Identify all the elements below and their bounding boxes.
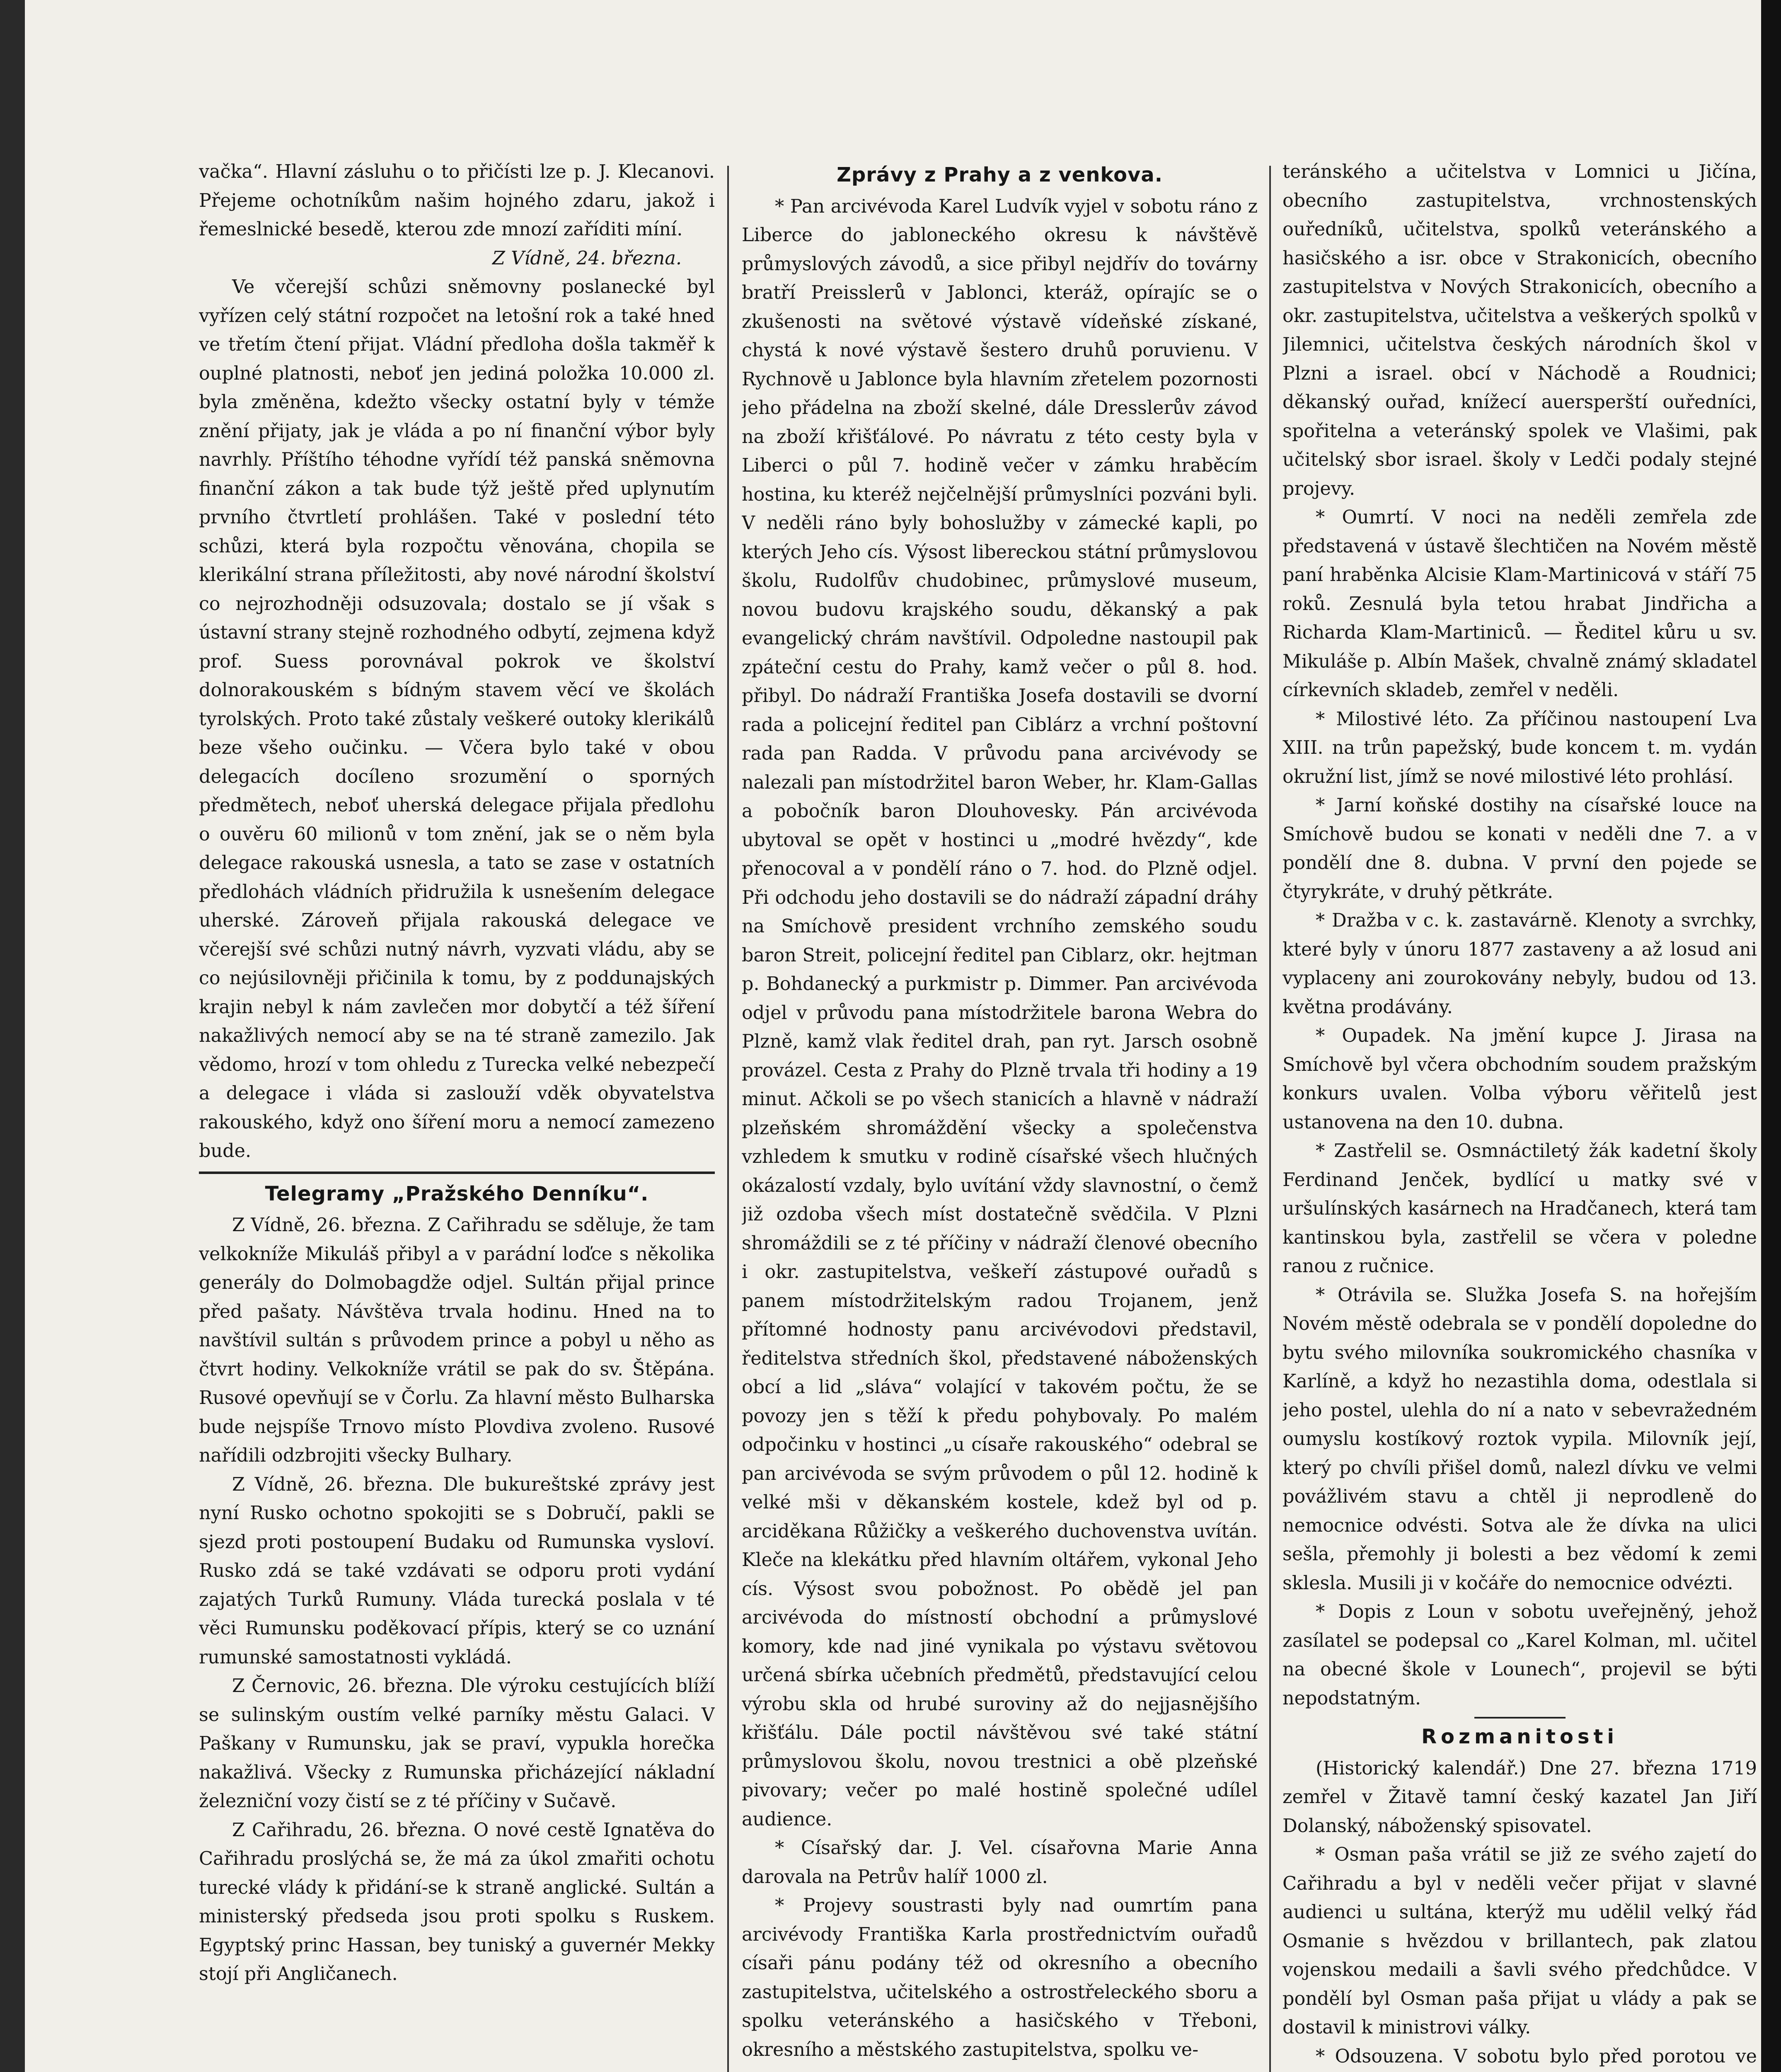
paragraph: vačka“. Hlavní zásluhu o to přičísti lze p. J. Klecanovi. Přejeme ochotníkům našim hojného zdaru, jakož i řemeslnické besedě, kterou zde mnozí zaříditi míní. (199, 161, 715, 240)
column-1 (199, 157, 715, 2072)
paragraph: * Oupadek. Na jmění kupce J. Jirasa na Smíchově byl včera obchodním soudem pražským konkurs uvalen. Volba výboru věřitelů jest ustanovena na den 10. dubna. (1283, 1025, 1757, 1133)
paragraph: teránského a učitelstva v Lomnici u Jičína, obecního zastupitelstva, vrchnostenských ouředníků, učitelstva, spolků veteránského a hasičského a isr. obce v Strakonicích, obecního zastupitelstva v Nových Strakonicích, obecního a okr. zastupitelstva, učitelstva a veškerých spolků v Jilemnici, učitelstva českých národních škol v Plzni a israel. obcí v Náchodě a Roudnici; děkanský ouřad, knížecí auersperští ouředníci, spořitelna a veteránský spolek ve Vlašimi, pak učitelský sbor israel. školy v Ledči podaly stejné projevy. (1283, 161, 1757, 499)
paragraph: * Dražba v c. k. zastavárně. Klenoty a svrchky, které byly v únoru 1877 zastaveny a až losud ani vyplaceny ani zourokovány nebyly, budou od 13. května prodávány. (1283, 910, 1757, 1018)
miscellany-heading: Rozmanitosti (1421, 1725, 1618, 1748)
section-rule (1474, 1717, 1566, 1719)
telegram-item: Z Vídně, 26. března. Z Cařihradu se sděluje, že tam velkokníže Mikuláš přibyl a v parádní loďce s několika generály do Dolmobagdže odjel. Sultán přijal prince před pašaty. Návštěva trvala hodinu. Hned na to navštívil sultán s průvodem prince a pobyl u něho as čtvrt hodiny. Velkokníže vrátil se pak do sv. Štěpána. Rusové opevňují se v Čorlu. Za hlavní město Bulharska bude nejspíše Trnovo místo Plovdiva zvoleno. Rusové nařídili odzbrojiti všecky Bulhary. (199, 1215, 715, 1466)
column-3 (1283, 157, 1757, 2072)
paragraph: * Oumrtí. V noci na neděli zemřela zde představená v ústavě šlechtičen na Novém městě paní hraběnka Alcisie Klam-Martinicová v stáří 75 roků. Zesnulá byla tetou hrabat Jindřicha a Richarda Klam-Martiniců. — Ředitel kůru u sv. Mikuláše p. Albín Mašek, chvalně známý skladatel církevních skladeb, zemřel v neděli. (1283, 507, 1757, 701)
scan-edge (1761, 0, 1781, 2072)
newspaper-scan (25, 0, 1761, 2072)
paragraph: * Osman paša vrátil se již ze svého zajetí do Cařihradu a byl v neděli večer přijat v slavné audienci u sultána, kterýž mu udělil velký řád Osmanie s hvězdou v brillantech, pak zlatou vojenskou medaili a šavli svého předchůdce. V pondělí byl Osman paša přijat u vlády a pak se dostavil k ministrovi války. (1283, 1844, 1757, 2038)
paragraph: * Odsouzena. V sobotu bylo před porotou ve (1316, 2045, 1757, 2067)
column-divider (1269, 166, 1271, 2072)
paragraph: * Pan arcivévoda Karel Ludvík vyjel v sobotu ráno z Liberce do jabloneckého okresu k návštěvě průmyslových závodů, a sice přibyl nejdřív do továrny bratří Preisslerů v Jablonci, kteráž, opírajíc se o zkušenosti na světové výstavě vídeňské získané, chystá k nové výstavě šestero druhů poruvienu. V Rychnově u Jablonce byla hlavním zřetelem pozornosti jeho přádelna na zboží skelné, dále Dresslerův závod na zboží křišťálové. Po návratu z této cesty byla v Liberci o půl 7. hodině večer v zámku hraběcím hostina, ku kteréž nejčelnější průmyslníci pozváni byli. V neděli ráno byly bohoslužby v zámecké kapli, po kterých Jeho cís. Výsost libereckou státní průmyslovou školu, Rudolfův chudobinec, průmyslové museum, novou budovu krajského soudu, děkanský a pak evangelický chrám navštívil. Odpoledne nastoupil pak zpáteční cestu do Prahy, kamž večer o půl 8. hod. přibyl. Do nádraží Františka Josefa dostavili se dvorní rada a policejní ředitel pan Ciblárz a vrchní poštovní rada pan Radda. V průvodu pana arcivévody se nalezali pan místodržitel baron Weber, hr. Klam-Gallas a pobočník baron Dlouhovesky. Pán arcivévoda ubytoval se opět v hostinci u „modré hvězdy“, kde přenocoval a v pondělí ráno o 7. hod. do Plzně odjel. Při odchodu jeho dostavili se do nádraží západní dráhy na Smíchově president vrchního zemského soudu baron Streit, policejní ředitel pan Ciblarz, okr. hejtman p. Bohdanecký a purkmistr p. Dimmer. Pan arcivévoda odjel v průvodu pana místodržitele barona Webra do Plzně, kamž vlak ředitel drah, pan ryt. Jarsch osobně provázel. Cesta z Prahy do Plzně trvala tři hodiny a 19 minut. Ačkoli se po všech stanicích a hlavně v nádraží plzeňském shromáždění všecky a společenstva vzhledem k smutku v rodině císařské všech hlučných okázalostí vzdaly, bylo uvítání vždy slavnostní, o čemž již ozdoba všech míst dostatečně svědčila. V Plzni shromáždili se z té příčiny v nádraží členové obecního i okr. zastupitelstva, veškeří zástupové ouřadů s panem místodržitelským radou Trojanem, jenž přítomné hodnosty panu arcivévodovi představil, ředitelstva středních škol, představené náboženských obcí a lid „sláva“ volající v takovém počtu, že se povozy jen s těží k předu pohybovaly. Po malém odpočinku v hostinci „u císaře rakouského“ odebral se pan arcivévoda se svým průvodem o půl 12. hodině k velké mši v děkanském kostele, kdež byl od p. arciděkana Růžičky a veškerého duchovenstva uvítán. Kleče na klekátku před hlavním oltářem, vykonal Jeho cís. Výsost svou pobožnost. Po obědě jel pan arcivévoda do místností obchodní a průmyslové komory, kde nad jiné vynikala po výstavu světovou určená sbírka učebních předmětů, představující celou výrobu skla od hrubé suroviny až do nejjasnějšího křišťálu. Dále poctil návštěvou své také státní průmyslovou školu, novou trestnici a obě plzeňské pivovary; večer po malé hostině společné udílel audience. (742, 196, 1258, 1830)
paragraph: * Císařský dar. J. Vel. císařovna Marie Anna darovala na Petrův halíř 1000 zl. (742, 1837, 1258, 1888)
newspaper-page (199, 157, 1757, 2072)
column-divider (727, 166, 729, 2072)
dateline: Z Vídně, 24. března. (492, 247, 682, 269)
paragraph: * Otrávila se. Služka Josefa S. na hořejším Novém městě odebrala se v pondělí dopoledne do bytu svého milovníka soukromického chasníka v Karlíně, a když ho nezastihla doma, odestlala si jeho postel, ulehla do ní a nato v sebevražedném oumyslu kostíkový roztok vypila. Milovník její, který po chvíli přišel domů, nalezl dívku ve velmi povážlivém stavu a chtěl ji neprodleně do nemocnice odvésti. Sotva ale že dívka na ulici sešla, přemohly ji bolesti a bez vědomí k zemi sklesla. Musili ji v kočáře do nemocnice odvézti. (1283, 1284, 1757, 1594)
paragraph: * Milostivé léto. Za příčinou nastoupení Lva XIII. na trůn papežský, bude koncem t. m. vydán okružní list, jímž se nové milostivé léto prohlásí. (1283, 708, 1757, 787)
paragraph: * Projevy soustrasti byly nad oumrtím pana arcivévody Františka Karla prostřednictvím ouřadů císaři pánu podány též od okresního a obecního zastupitelstva, učitelského a ostrostřeleckého sboru a spolku veteránského a hasičského v Třeboni, okresního a městského zastupitelstva, spolku ve- (742, 1895, 1258, 2060)
telegram-heading: Telegramy „Pražského Denníku“. (265, 1182, 649, 1205)
column-2 (742, 157, 1258, 2072)
paragraph: * Zastřelil se. Osmnáctiletý žák kadetní školy Ferdinand Jenček, bydlící u matky své v uršulínských kasárnech na Hradčanech, která tam kantinskou byla, zastřelil se včera v poledne ranou z ručnice. (1283, 1140, 1757, 1277)
paragraph: * Jarní koňské dostihy na císařské louce na Smíchově budou se konati v neděli dne 7. a v pondělí dne 8. dubna. V první den pojede se čtyrykráte, v druhý pětkráte. (1283, 795, 1757, 903)
telegram-item: Z Vídně, 26. března. Dle bukureštské zprávy jest nyní Rusko ochotno spokojiti se s Dobručí, pakli se sjezd proti postoupení Budaku od Rumunska vysloví. Rusko zdá se také vzdávati se odporu proti vydání zajatých Turků Rumuny. Vláda turecká poslala v té věci Rumunsku poděkovací přípis, který se co uznání rumunské samostatnosti vykládá. (199, 1474, 715, 1668)
paragraph: Ve včerejší schůzi sněmovny poslanecké byl vyřízen celý státní rozpočet na letošní rok a také hned ve třetím čtení přijat. Vládní předloha došla takměř k ouplné platnosti, neboť jen jediná položka 10.000 zl. byla změněna, kdežto všecky ostatní byly v témže znění přijaty, jak je vláda a po ní finanční výbor byly navrhly. Příštího téhodne vyřídí též panská sněmovna finanční zákon a tak bude týž ještě před uplynutím prvního čtvrtletí prohlášen. Také v poslední této schůzi, která byla rozpočtu věnována, chopila se klerikální strana příležitosti, aby nové národní školství co nejrozhodněji odsuzovala; dostalo se jí však s ústavní strany stejně rozhodného odbytí, zejmena když prof. Suess porovnával pokrok ve školství dolnorakouském s bídným stavem věcí ve školách tyrolských. Proto také zůstaly veškeré outoky klerikálů beze všeho oučinku. — Včera bylo také v obou delegacích docíleno srozumění o sporných předmětech, neboť uherská delegace přijala předlohu o ouvěru 60 milionů v tom znění, jak se o něm byla delegace rakouská usnesla, a tato se zase v ostatních předlohách vládních přidružila k usnešením delegace uherské. Zároveň přijala rakouská delegace ve včerejší své schůzi nutný návrh, vyzvati vládu, aby se co nejúsilovněji přičinila k tomu, by z poddunajských krajin nebyl k nám zavlečen mor dobytčí a též šíření nakažlivých nemocí aby se na té straně zamezilo. Jak vědomo, hrozí v tom ohledu z Turecka velké nebezpečí a delegace i vláda si zaslouží vděk obyvatelstva rakouského, když ono šíření moru a nemocí zamezeno bude. (199, 276, 715, 1162)
telegram-item: Z Černovic, 26. března. Dle výroku cestujících blíží se sulinským oustím velké parníky městu Galaci. V Paškany v Rumunsku, jak se praví, vypukla horečka nakažlivá. Všecky z Rumunska přicházející nákladní železniční vozy čistí se z té příčiny v Sučavě. (199, 1675, 715, 1812)
telegram-item: Z Cařihradu, 26. března. O nové cestě Ignatěva do Cařihradu proslýchá se, že má za úkol zmařiti ochotu turecké vlády k přidání-se k straně anglické. Sultán a ministerský předseda jsou proti spolku s Ruskem. Egyptský princ Hassan, bey tuniský a guvernér Mekky stojí při Angličanech. (199, 1819, 715, 1985)
news-heading: Zprávy z Prahy a z venkova. (837, 163, 1163, 186)
paragraph: (Historický kalendář.) Dne 27. března 1719 zemřel v Žitavě tamní český kazatel Jan Jiří Dolanský, náboženský spisovatel. (1283, 1757, 1757, 1837)
section-rule (199, 1172, 715, 1174)
paragraph: * Dopis z Loun v sobotu uveřejněný, jehož zasílatel se podepsal co „Karel Kolman, ml. učitel na obecné škole v Lounech“, projevil se býti nepodstatným. (1283, 1601, 1757, 1709)
